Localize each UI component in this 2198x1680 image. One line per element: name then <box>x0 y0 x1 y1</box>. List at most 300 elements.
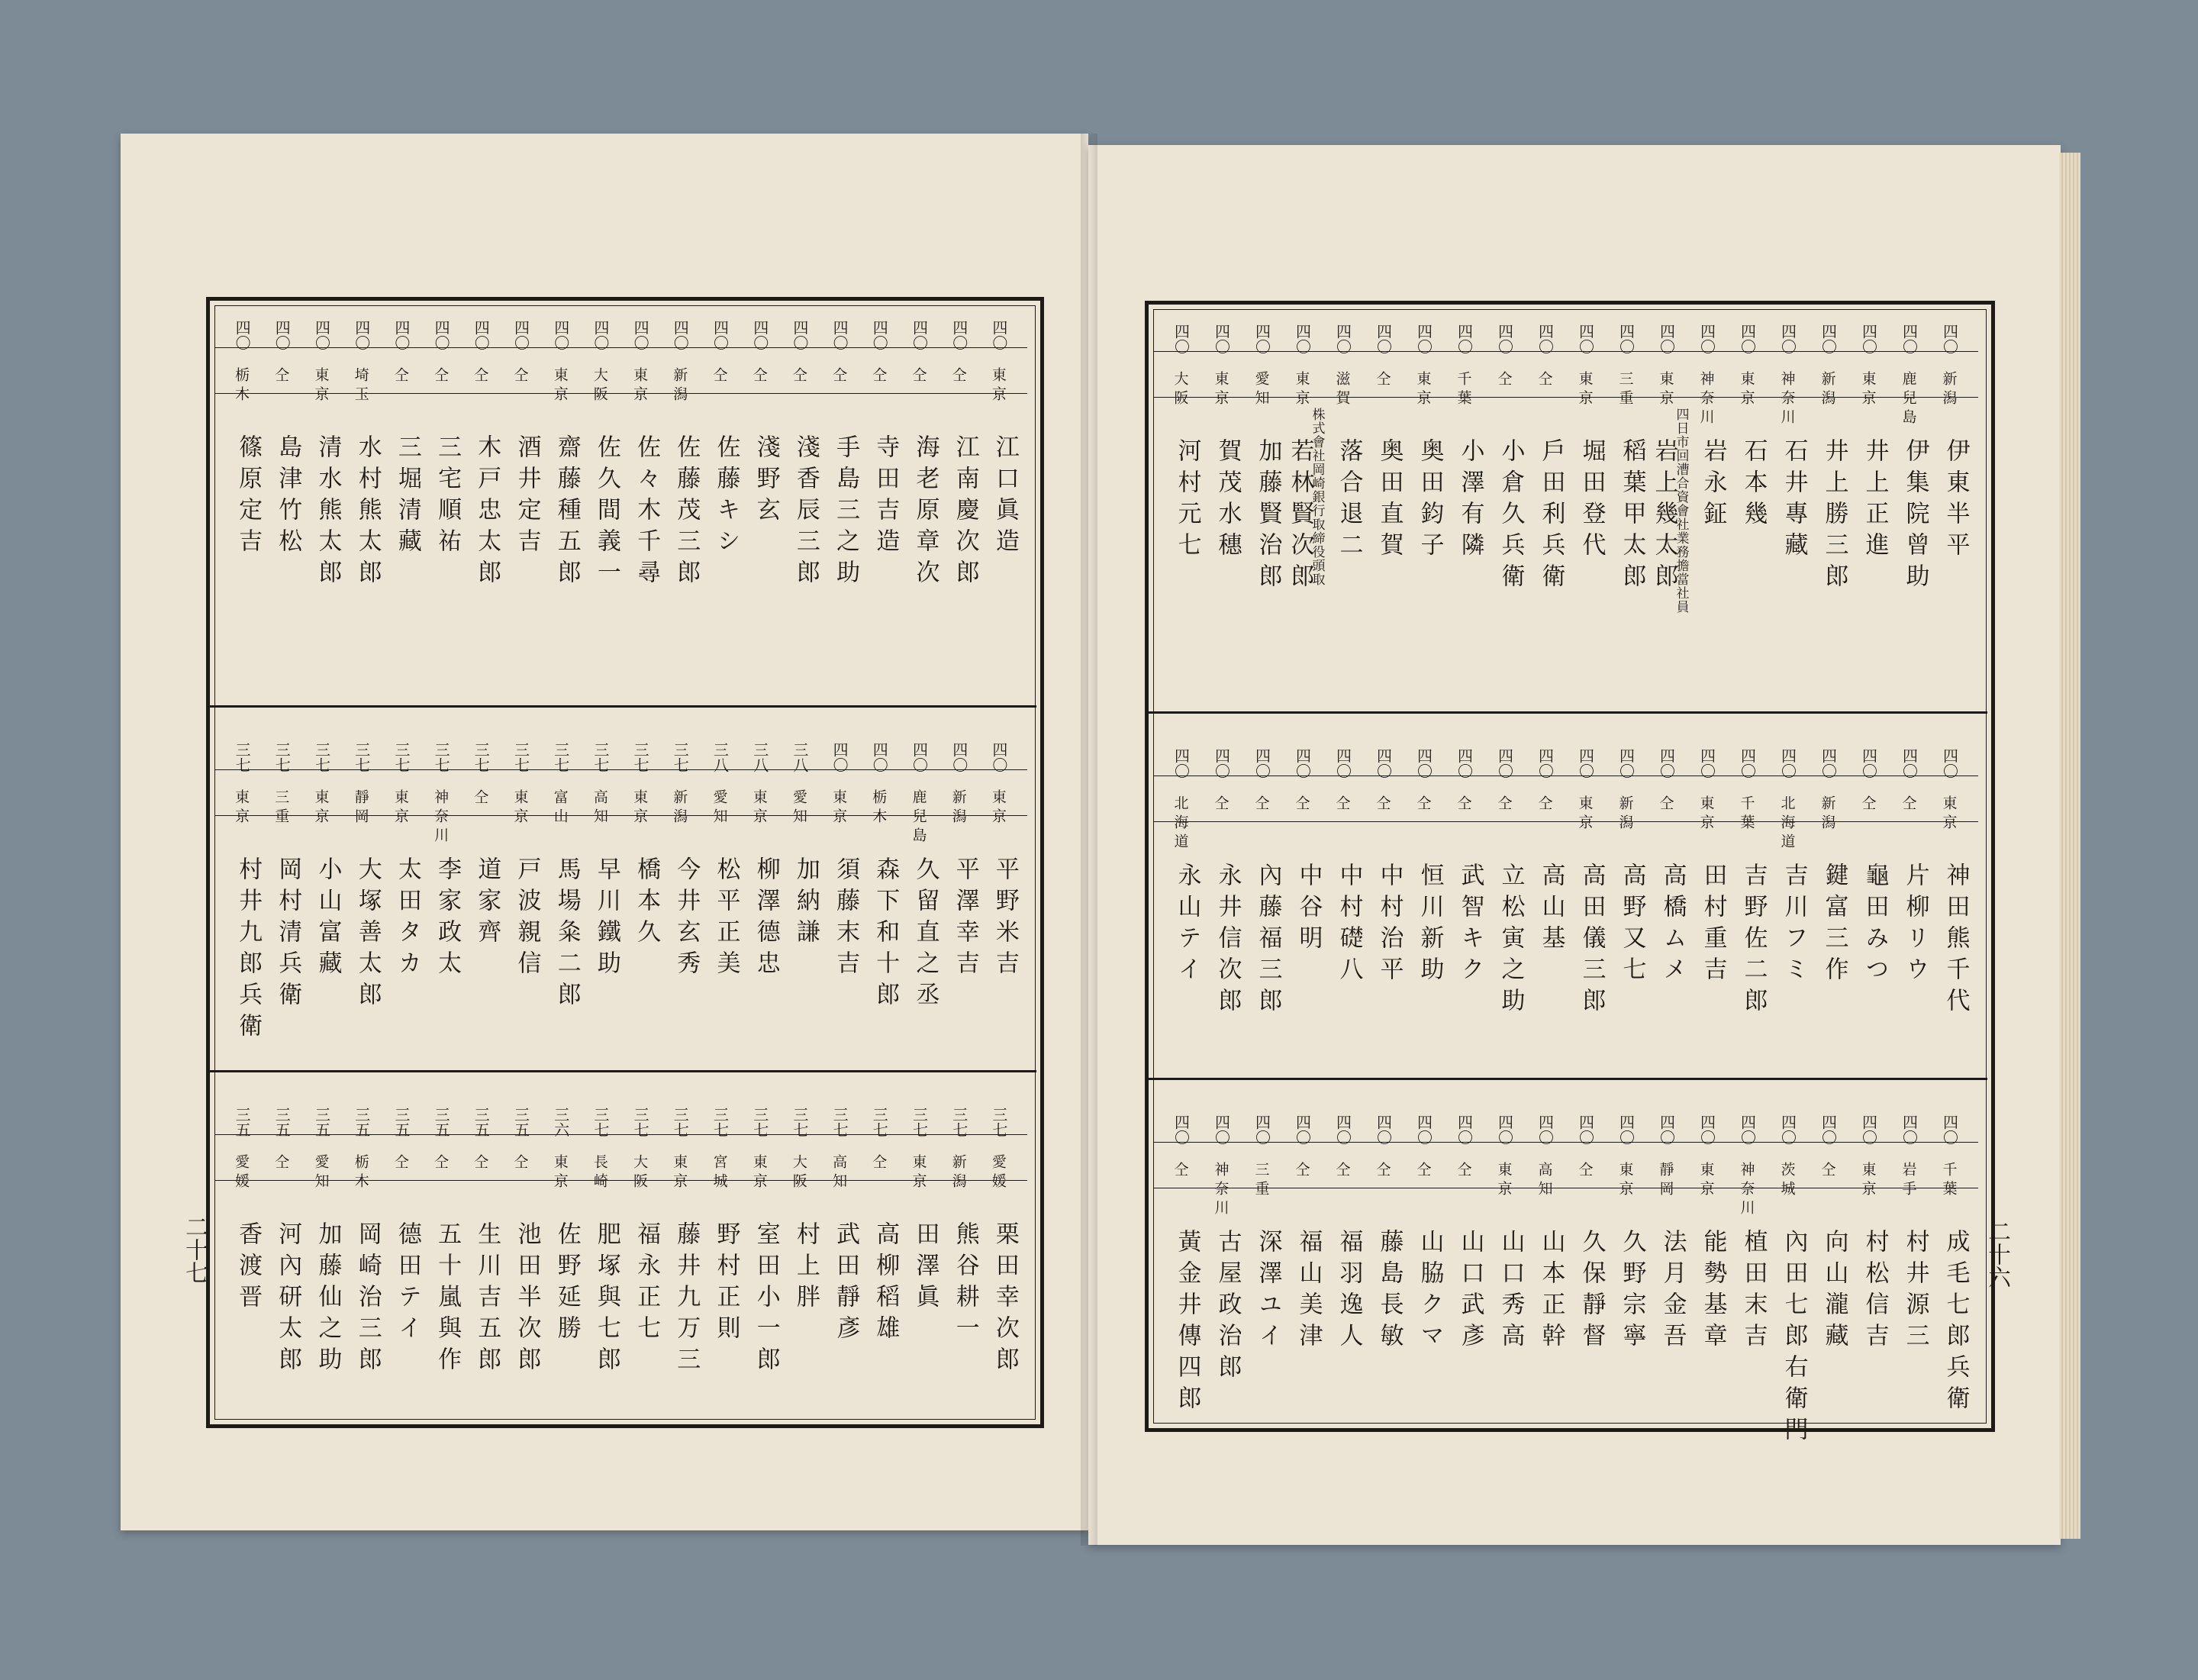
row-prefecture: 大阪 <box>790 1154 807 1192</box>
row-age: 四〇 <box>1657 748 1676 779</box>
row-age: 四〇 <box>790 320 809 350</box>
row-name: 立松寅之助 <box>1497 863 1525 1019</box>
row-name: 福永正七 <box>633 1221 661 1346</box>
row-name: 田村重吉 <box>1699 863 1727 988</box>
row-prefecture: 東京 <box>1859 371 1877 409</box>
row-prefecture: 鹿兒島 <box>910 789 927 846</box>
row-age: 三七 <box>671 742 690 772</box>
row-age: 三五 <box>312 1107 331 1137</box>
row-name: 加藤賢治郎 <box>1254 438 1282 595</box>
row-age: 四〇 <box>989 320 1008 350</box>
row-age: 四〇 <box>392 320 411 350</box>
right-folio: 二十六 <box>1984 1220 2010 1288</box>
row-age: 四〇 <box>1657 1114 1676 1145</box>
row-prefecture: 茨城 <box>1778 1162 1796 1200</box>
row-name: 永井信次郎 <box>1213 863 1242 1019</box>
row-age: 四〇 <box>1293 748 1312 779</box>
row-age: 四〇 <box>1333 748 1352 779</box>
row-name: 吉野佐二郎 <box>1739 863 1768 1019</box>
row-name: 片柳リウ <box>1901 863 1929 988</box>
row-age: 三五 <box>511 1107 530 1137</box>
row-age: 三五 <box>352 1107 371 1137</box>
header-rule <box>215 1180 1027 1181</box>
row-name: 龜田みつ <box>1861 863 1889 988</box>
row-name: 平野米吉 <box>991 856 1019 982</box>
row-prefecture: 仝 <box>1414 1162 1432 1181</box>
row-prefecture: 宮城 <box>711 1154 728 1192</box>
row-age: 四〇 <box>830 320 849 350</box>
row-prefecture: 仝 <box>711 367 728 386</box>
row-name: 加藤仙之助 <box>314 1221 342 1378</box>
row-age: 四〇 <box>830 742 849 772</box>
header-rule <box>1154 397 1978 398</box>
row-name: 植田末吉 <box>1739 1229 1768 1354</box>
row-age: 四〇 <box>1859 748 1878 779</box>
row-name: 岩上幾太郎 <box>1650 438 1678 595</box>
header-rule <box>215 393 1027 394</box>
row-prefecture: 東京 <box>1212 371 1230 409</box>
row-prefecture: 靜岡 <box>1657 1162 1674 1200</box>
row-name: 齋藤種五郎 <box>553 434 581 591</box>
row-name: 太田タカ <box>393 856 421 982</box>
row-name: 中谷明 <box>1294 863 1323 956</box>
section-divider <box>206 705 1036 708</box>
row-name: 佐野延勝 <box>553 1221 581 1346</box>
row-name: 中村治平 <box>1375 863 1404 988</box>
row-prefecture: 東京 <box>1697 1162 1715 1200</box>
row-name: 手島三之助 <box>832 434 860 591</box>
row-age: 四〇 <box>1819 748 1838 779</box>
row-age: 四〇 <box>1212 748 1231 779</box>
section-divider <box>1145 711 1987 714</box>
row-name: 堀田登代 <box>1578 438 1606 563</box>
row-prefecture: 新潟 <box>1616 795 1634 834</box>
row-name: 恒川新助 <box>1416 863 1444 988</box>
row-age: 四〇 <box>312 320 331 350</box>
row-name: 須藤末吉 <box>832 856 860 982</box>
row-name: 生川吉五郎 <box>473 1221 501 1378</box>
row-age: 四〇 <box>1455 748 1474 779</box>
row-prefecture: 大阪 <box>631 1154 649 1192</box>
row-age: 四〇 <box>1212 1114 1231 1145</box>
row-age: 四〇 <box>949 742 968 772</box>
row-name: 石本幾 <box>1739 438 1768 532</box>
row-age: 三八 <box>790 742 809 772</box>
row-prefecture: 仝 <box>870 1154 888 1173</box>
row-name: 村井源三 <box>1901 1229 1929 1354</box>
row-prefecture: 愛知 <box>1252 371 1270 409</box>
row-age: 四〇 <box>671 320 690 350</box>
row-age: 四〇 <box>1778 1114 1797 1145</box>
row-age: 四〇 <box>1576 324 1595 354</box>
row-age: 四〇 <box>1536 1114 1555 1145</box>
row-note: 四日市回漕合資會社業務擔當社員 <box>1673 408 1689 614</box>
row-name: 李家政太 <box>433 856 462 982</box>
row-prefecture: 北海道 <box>1778 795 1796 853</box>
section-divider <box>206 1070 1036 1072</box>
row-prefecture: 東京 <box>1940 795 1958 834</box>
row-name: 深澤ユイ <box>1254 1229 1282 1354</box>
row-name: 加納謙 <box>791 856 820 950</box>
row-name: 武田靜彥 <box>832 1221 860 1346</box>
row-age: 四〇 <box>1293 1114 1312 1145</box>
row-name: 井上正進 <box>1861 438 1889 563</box>
row-prefecture: 新潟 <box>949 1154 967 1192</box>
row-prefecture: 埼玉 <box>352 367 369 405</box>
row-age: 四〇 <box>1576 1114 1595 1145</box>
row-age: 四〇 <box>1697 748 1716 779</box>
row-name: 篠原定吉 <box>234 434 263 559</box>
row-prefecture: 東京 <box>1657 371 1674 409</box>
row-age: 四〇 <box>1414 324 1433 354</box>
row-age: 三八 <box>711 742 730 772</box>
row-name: 山口武彥 <box>1456 1229 1484 1354</box>
row-prefecture: 新潟 <box>949 789 967 827</box>
row-name: 岩永鉦 <box>1699 438 1727 532</box>
row-name: 奥田直賀 <box>1375 438 1404 563</box>
row-name: 三堀清藏 <box>393 434 421 559</box>
row-prefecture: 大阪 <box>1172 371 1189 409</box>
row-prefecture: 愛知 <box>711 789 728 827</box>
row-prefecture: 東京 <box>830 789 848 827</box>
row-name: 武智キク <box>1456 863 1484 988</box>
row-name: 內藤福三郎 <box>1254 863 1282 1019</box>
row-prefecture: 仝 <box>1374 1162 1391 1181</box>
row-age: 四〇 <box>1172 748 1191 779</box>
row-prefecture: 神奈川 <box>1697 371 1715 428</box>
row-age: 四〇 <box>1697 1114 1716 1145</box>
row-name: 井上勝三郎 <box>1820 438 1848 595</box>
row-age: 四〇 <box>910 742 929 772</box>
left-folio: 二十七 <box>181 1215 208 1284</box>
row-name: 向山瀧藏 <box>1820 1229 1848 1354</box>
row-prefecture: 仝 <box>1293 1162 1310 1181</box>
row-prefecture: 千葉 <box>1738 795 1755 834</box>
row-prefecture: 東京 <box>910 1154 927 1192</box>
row-name: 島津竹松 <box>274 434 302 559</box>
row-name: 松平正美 <box>712 856 740 982</box>
row-age: 四〇 <box>511 320 530 350</box>
row-name: 法月金吾 <box>1658 1229 1687 1354</box>
row-prefecture: 仝 <box>1455 795 1472 814</box>
row-name: 山本正幹 <box>1537 1229 1565 1354</box>
row-prefecture: 仝 <box>1576 1162 1594 1181</box>
row-age: 四〇 <box>870 742 889 772</box>
row-prefecture: 仝 <box>1293 795 1310 814</box>
row-prefecture: 愛媛 <box>233 1154 250 1192</box>
row-age: 四〇 <box>1293 324 1312 354</box>
row-name: 若林賢次郎 <box>1286 438 1314 595</box>
row-age: 三七 <box>591 742 610 772</box>
row-age: 三七 <box>591 1107 610 1137</box>
row-age: 四〇 <box>1495 324 1514 354</box>
row-name: 早川鐵助 <box>592 856 620 982</box>
row-age: 三七 <box>352 742 371 772</box>
row-prefecture: 仝 <box>1252 795 1270 814</box>
row-prefecture: 仝 <box>1495 795 1513 814</box>
row-name: 神田熊千代 <box>1942 863 1970 1019</box>
row-name: 淺香辰三郎 <box>791 434 820 591</box>
row-age: 四〇 <box>1414 748 1433 779</box>
row-age: 三七 <box>432 742 451 772</box>
row-prefecture: 新潟 <box>1940 371 1958 409</box>
row-age: 四〇 <box>910 320 929 350</box>
row-age: 四〇 <box>1414 1114 1433 1145</box>
row-name: 稻葉甲太郎 <box>1618 438 1646 595</box>
row-age: 四〇 <box>1172 324 1191 354</box>
row-age: 三七 <box>233 742 252 772</box>
row-age: 四〇 <box>1252 1114 1271 1145</box>
row-age: 四〇 <box>1252 324 1271 354</box>
row-name: 佐々木千尋 <box>633 434 661 591</box>
row-prefecture: 東京 <box>551 367 569 405</box>
row-prefecture: 仝 <box>1495 371 1513 390</box>
row-name: 山脇クマ <box>1416 1229 1444 1354</box>
row-prefecture: 仝 <box>1859 795 1877 814</box>
row-age: 四〇 <box>1738 1114 1757 1145</box>
row-prefecture: 仝 <box>1333 795 1351 814</box>
row-name: 村井九郎兵衛 <box>234 856 263 1044</box>
row-name: 中村礎八 <box>1335 863 1363 988</box>
row-prefecture: 仝 <box>1414 795 1432 814</box>
row-name: 村松信吉 <box>1861 1229 1889 1354</box>
row-prefecture: 東京 <box>1859 1162 1877 1200</box>
row-name: 柳澤德忠 <box>752 856 780 982</box>
row-age: 四〇 <box>1616 748 1636 779</box>
row-name: 內田七郎右衛門 <box>1780 1229 1808 1448</box>
row-name: 高橋ムメ <box>1658 863 1687 988</box>
row-prefecture: 仝 <box>1172 1162 1189 1181</box>
header-rule <box>215 769 1027 770</box>
section-divider <box>1145 1078 1987 1080</box>
row-prefecture: 東京 <box>631 367 649 405</box>
row-age: 四〇 <box>1495 1114 1514 1145</box>
row-age: 四〇 <box>1455 1114 1474 1145</box>
row-age: 四〇 <box>1819 1114 1838 1145</box>
row-age: 三七 <box>392 742 411 772</box>
row-name: 久保靜督 <box>1578 1229 1606 1354</box>
row-name: 黃金井傳四郎 <box>1173 1229 1201 1417</box>
row-age: 四〇 <box>233 320 252 350</box>
row-name: 小山富藏 <box>314 856 342 982</box>
row-name: 江口眞造 <box>991 434 1019 559</box>
row-name: 池田半次郎 <box>513 1221 541 1378</box>
row-prefecture: 岩手 <box>1900 1162 1917 1200</box>
row-prefecture: 高知 <box>1536 1162 1553 1200</box>
row-prefecture: 東京 <box>989 789 1007 827</box>
row-name: 山口秀高 <box>1497 1229 1525 1354</box>
row-prefecture: 仝 <box>1333 1162 1351 1181</box>
row-age: 四〇 <box>1778 324 1797 354</box>
row-age: 四〇 <box>1940 1114 1959 1145</box>
row-age: 三七 <box>790 1107 809 1137</box>
row-age: 三七 <box>631 742 650 772</box>
row-prefecture: 仝 <box>750 367 768 386</box>
row-name: 成毛七郎兵衛 <box>1942 1229 1970 1417</box>
row-name: 古屋政治郎 <box>1213 1229 1242 1385</box>
row-prefecture: 東京 <box>1576 795 1594 834</box>
row-prefecture: 東京 <box>750 789 768 827</box>
row-name: 水村熊太郎 <box>353 434 382 591</box>
row-age: 四〇 <box>1576 748 1595 779</box>
row-name: 酒井定吉 <box>513 434 541 559</box>
header-rule <box>1154 1142 1978 1143</box>
row-age: 四〇 <box>870 320 889 350</box>
row-prefecture: 仝 <box>1374 795 1391 814</box>
row-prefecture: 滋賀 <box>1333 371 1351 409</box>
row-age: 四〇 <box>989 742 1008 772</box>
row-name: 大塚善太郎 <box>353 856 382 1013</box>
row-prefecture: 新潟 <box>1819 795 1836 834</box>
row-name: 賀茂水穗 <box>1213 438 1242 563</box>
row-prefecture: 栃木 <box>870 789 888 827</box>
row-prefecture: 東京 <box>551 1154 569 1192</box>
row-name: 落合退二 <box>1335 438 1363 563</box>
row-prefecture: 愛知 <box>312 1154 330 1192</box>
row-age: 四〇 <box>1252 748 1271 779</box>
row-name: 佐藤キシ <box>712 434 740 559</box>
row-name: 永山テイ <box>1173 863 1201 988</box>
row-name: 木戸忠太郎 <box>473 434 501 591</box>
row-prefecture: 鹿兒島 <box>1900 371 1917 428</box>
row-name: 伊東半平 <box>1942 438 1970 563</box>
row-name: 高野又七 <box>1618 863 1646 988</box>
row-prefecture: 東京 <box>671 1154 688 1192</box>
row-prefecture: 神奈川 <box>432 789 450 846</box>
row-prefecture: 仝 <box>1536 795 1553 814</box>
row-age: 三五 <box>472 1107 491 1137</box>
row-name: 寺田吉造 <box>872 434 900 559</box>
row-age: 三七 <box>631 1107 650 1137</box>
row-age: 四〇 <box>1212 324 1231 354</box>
row-age: 四〇 <box>1374 748 1393 779</box>
row-prefecture: 東京 <box>1576 371 1594 409</box>
row-prefecture: 仝 <box>511 367 529 386</box>
row-name: 室田小一郎 <box>752 1221 780 1378</box>
row-prefecture: 東京 <box>989 367 1007 405</box>
row-name: 石井專藏 <box>1780 438 1808 563</box>
row-name: 河村元七 <box>1173 438 1201 563</box>
row-age: 三五 <box>432 1107 451 1137</box>
row-prefecture: 仝 <box>1536 371 1553 390</box>
row-name: 岡崎治三郎 <box>353 1221 382 1378</box>
row-prefecture: 三重 <box>1616 371 1634 409</box>
row-age: 三七 <box>870 1107 889 1137</box>
row-prefecture: 仝 <box>272 1154 290 1173</box>
row-name: 久野宗寧 <box>1618 1229 1646 1354</box>
row-prefecture: 東京 <box>1414 371 1432 409</box>
row-name: 久留直之丞 <box>911 856 939 1013</box>
row-name: 道家齊 <box>473 856 501 950</box>
row-age: 三七 <box>910 1107 929 1137</box>
row-prefecture: 東京 <box>1616 1162 1634 1200</box>
row-name: 香渡晋 <box>234 1221 263 1315</box>
row-age: 三五 <box>272 1107 292 1137</box>
row-prefecture: 高知 <box>830 1154 848 1192</box>
row-prefecture: 靜岡 <box>352 789 369 827</box>
row-name: 今井玄秀 <box>672 856 701 982</box>
row-age: 四〇 <box>1536 748 1555 779</box>
row-prefecture: 新潟 <box>1819 371 1836 409</box>
row-age: 四〇 <box>1738 324 1757 354</box>
header-rule <box>1154 821 1978 822</box>
row-age: 四〇 <box>1616 1114 1636 1145</box>
row-age: 三七 <box>830 1107 849 1137</box>
row-prefecture: 東京 <box>750 1154 768 1192</box>
row-age: 四〇 <box>1900 324 1919 354</box>
row-age: 四〇 <box>472 320 491 350</box>
row-name: 藤井九万三 <box>672 1221 701 1378</box>
row-age: 三五 <box>233 1107 252 1137</box>
row-prefecture: 三重 <box>1252 1162 1270 1200</box>
row-name: 馬場粂二郎 <box>553 856 581 1013</box>
row-prefecture: 東京 <box>1495 1162 1513 1200</box>
row-name: 河內研太郎 <box>274 1221 302 1378</box>
header-rule <box>215 1134 1027 1135</box>
row-name: 村上胖 <box>791 1221 820 1315</box>
row-age: 三五 <box>392 1107 411 1137</box>
row-age: 四〇 <box>432 320 451 350</box>
row-prefecture: 大阪 <box>591 367 608 405</box>
row-name: 栗田幸次郎 <box>991 1221 1019 1378</box>
row-prefecture: 高知 <box>591 789 608 827</box>
row-age: 四〇 <box>1697 324 1716 354</box>
row-name: 小倉久兵衛 <box>1497 438 1525 595</box>
row-age: 四〇 <box>1778 748 1797 779</box>
row-prefecture: 仝 <box>392 367 409 386</box>
row-name: 淺野玄 <box>752 434 780 528</box>
row-age: 四〇 <box>1738 748 1757 779</box>
row-prefecture: 富山 <box>551 789 569 827</box>
row-name: 能勢基章 <box>1699 1229 1727 1354</box>
row-prefecture: 東京 <box>1293 371 1310 409</box>
row-age: 三八 <box>750 742 769 772</box>
row-name: 平澤幸吉 <box>951 856 979 982</box>
row-prefecture: 神奈川 <box>1778 371 1796 428</box>
row-prefecture: 神奈川 <box>1212 1162 1230 1219</box>
row-prefecture: 仝 <box>1900 795 1917 814</box>
row-age: 四〇 <box>1536 324 1555 354</box>
row-age: 四〇 <box>1657 324 1676 354</box>
row-age: 四〇 <box>1900 748 1919 779</box>
row-name: 橋本久 <box>633 856 661 950</box>
row-prefecture: 栃木 <box>352 1154 369 1192</box>
row-prefecture: 東京 <box>312 367 330 405</box>
row-prefecture: 仝 <box>472 1154 489 1173</box>
row-age: 三六 <box>551 1107 570 1137</box>
row-age: 三七 <box>949 1107 968 1137</box>
row-prefecture: 長崎 <box>591 1154 608 1192</box>
row-age: 四〇 <box>1900 1114 1919 1145</box>
row-prefecture: 三重 <box>272 789 290 827</box>
row-prefecture: 東京 <box>233 789 250 827</box>
row-prefecture: 仝 <box>830 367 848 386</box>
row-name: 藤島長敏 <box>1375 1229 1404 1354</box>
row-prefecture: 仝 <box>790 367 807 386</box>
row-age: 四〇 <box>1859 324 1878 354</box>
row-name: 岡村清兵衛 <box>274 856 302 1013</box>
row-prefecture: 東京 <box>631 789 649 827</box>
row-age: 四〇 <box>631 320 650 350</box>
row-prefecture: 仝 <box>1374 371 1391 390</box>
row-name: 田澤眞 <box>911 1221 939 1315</box>
row-prefecture: 愛媛 <box>989 1154 1007 1192</box>
header-rule <box>215 815 1027 816</box>
row-name: 鍵富三作 <box>1820 863 1848 988</box>
row-age: 四〇 <box>1333 1114 1352 1145</box>
row-age: 四〇 <box>352 320 371 350</box>
row-prefecture: 千葉 <box>1940 1162 1958 1200</box>
